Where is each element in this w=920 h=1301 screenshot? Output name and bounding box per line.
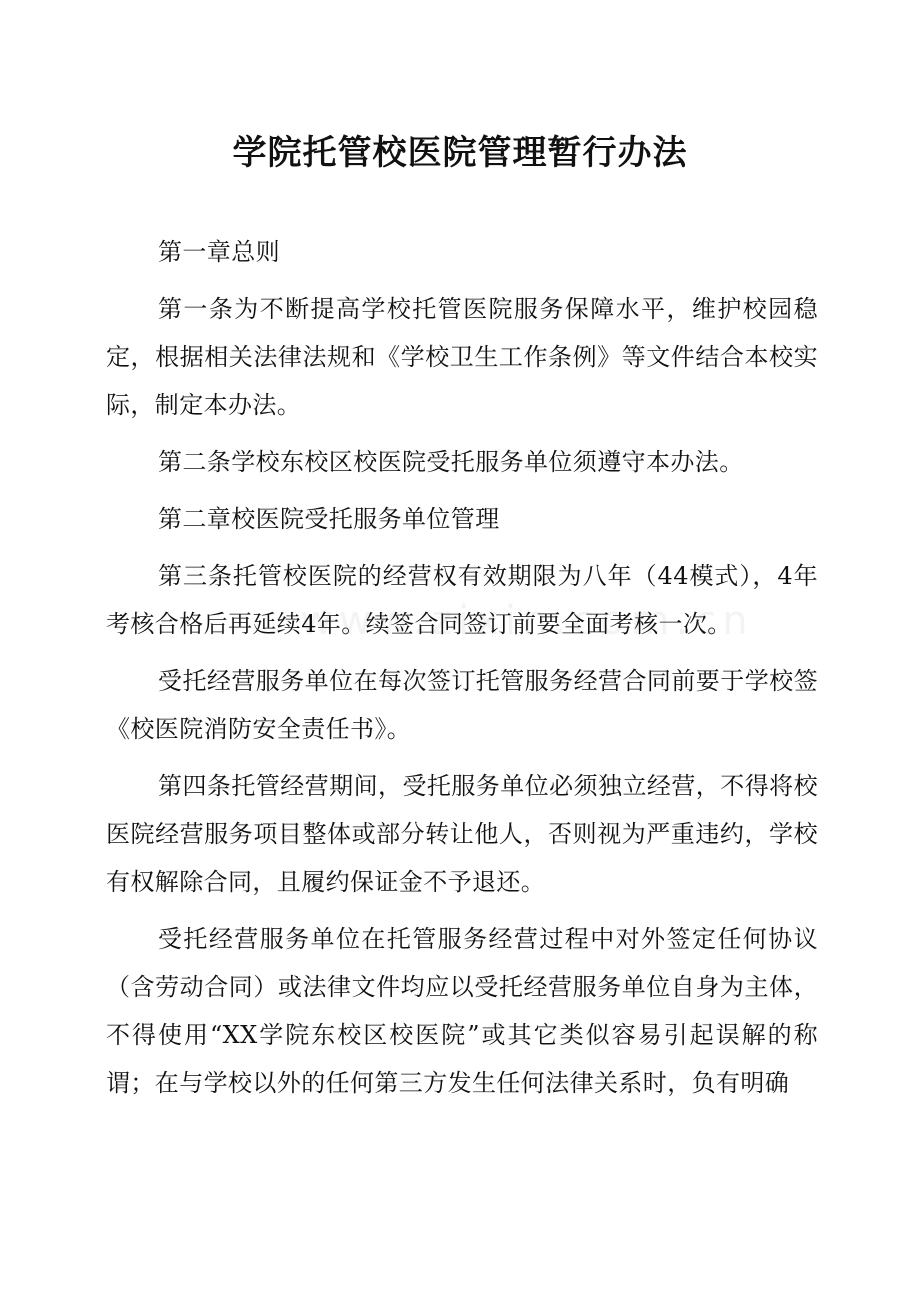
article-4-supplement: 受托经营服务单位在托管服务经营过程中对外签定任何协议（含劳动合同）或法律文件均应以受托经营服务单位自身为主体，不得使用“XX学院东校区校医院”或其它类似容易引起误解的称谓；在与学校以外的任何第三方发生任何法律关系时，负有明确 — [106, 925, 818, 1097]
article-3-supplement: 受托经营服务单位在每次签订托管服务经营合同前要于学校签《校医院消防安全责任书》。 — [106, 667, 818, 743]
document-title: 学院托管校医院管理暂行办法 — [232, 133, 688, 173]
chapter-heading-2: 第二章校医院受托服务单位管理 — [158, 505, 500, 533]
article-4: 第四条托管经营期间，受托服务单位必须独立经营，不得将校医院经营服务项目整体或部分转让他人，否则视为严重违约，学校有权解除合同，且履约保证金不予退还。 — [106, 772, 818, 896]
chapter-heading-1: 第一章总则 — [158, 238, 280, 266]
article-2: 第二条学校东校区校医院受托服务单位须遵守本办法。 — [158, 448, 744, 476]
article-3: 第三条托管校医院的经营权有效期限为八年（44模式），4年考核合格后再延续4年。续签合同签订前要全面考核一次。 — [106, 562, 818, 638]
article-1: 第一条为不断提高学校托管医院服务保障水平，维护校园稳定，根据相关法律法规和《学校卫生工作条例》等文件结合本校实际，制定本办法。 — [106, 295, 818, 419]
document-body — [106, 228, 818, 1107]
